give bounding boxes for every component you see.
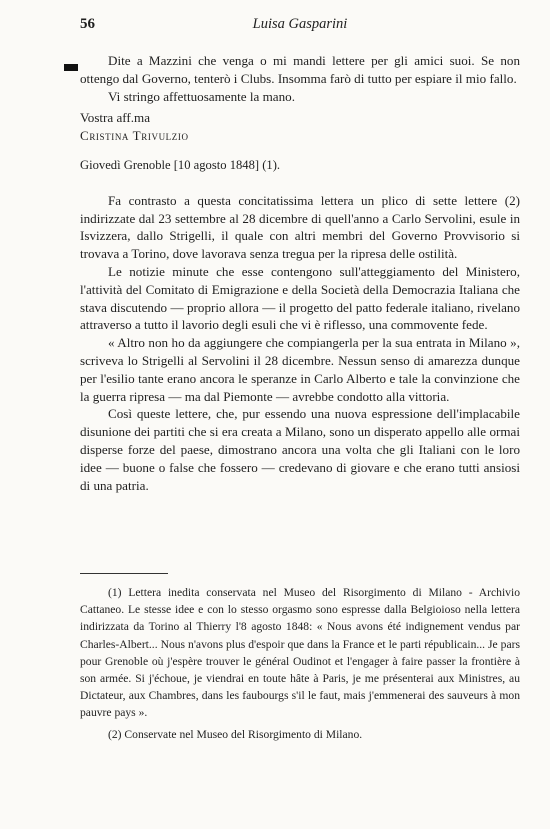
- footnote-rule: [80, 573, 168, 574]
- body-paragraph: Fa contrasto a questa concitatissima lettera un plico di sette lettere (2) indirizzate dal 23 settembre al 28 dicembre di quell'anno a Carlo Servolini, esule in Isvizzera, dallo Strigelli, il quale con altri membri del Governo Provvisorio si trovava a Torino, dove lavorava senza tregua per la ripresa delle ostilità.: [80, 192, 520, 262]
- page-number: 56: [80, 16, 95, 32]
- main-text: [80, 52, 520, 494]
- letter-signature: Cristina Trivulzio: [80, 128, 189, 144]
- body-paragraph: Le notizie minute che esse contengono sull'atteggiamento del Ministero, l'attività del Comitato di Emigrazione e della Società della Democrazia Italiana che stava discutendo — proprio allora — il progetto del patto federale italiano, rivelano attraverso a tutto il lavorio degli esuli che vi è riflesso, una commovente fede.: [80, 263, 520, 333]
- footnotes: [80, 584, 520, 743]
- footnote-2: (2) Conservate nel Museo del Risorgimento di Milano.: [108, 727, 363, 741]
- letter-paragraph: Vi stringo affettuosamente la mano.: [108, 88, 295, 104]
- letter-dateline: Giovedì Grenoble [10 agosto 1848] (1).: [80, 157, 281, 172]
- ink-mark: [64, 64, 78, 71]
- running-head: Luisa Gasparini: [252, 16, 348, 32]
- letter-closing: Vostra aff.ma: [80, 110, 151, 126]
- body-paragraph: « Altro non ho da aggiungere che compiangerla per la sua entrata in Milano », scriveva lo Strigelli al Servolini il 28 dicembre. Nessun senso di amarezza dunque per l'esilio tante erano ancora le speranze in Carlo Alberto e tale la convinzione che la guerra ripresa — ma dal Piemonte — avrebbe condotto alla vittoria.: [80, 335, 520, 404]
- page-header: [80, 16, 520, 34]
- letter-paragraph: Dite a Mazzini che venga o mi mandi lettere per gli amici suoi. Se non ottengo dal Governo, tenterò i Clubs. Insomma farò di tutto per espiare il mio fallo.: [80, 53, 520, 86]
- body-paragraph: Così queste lettere, che, pur essendo una nuova espressione dell'implacabile disunione dei partiti che si era creata a Milano, sono un disperato appello alle ormai disperse forze del paese, dimostrano ancora una volta che gli Italiani con le loro idee — buone o false che fossero — credevano di giovare e che erano tutti ansiosi di una patria.: [80, 406, 520, 493]
- footnote-1: (1) Lettera inedita conservata nel Museo del Risorgimento di Milano - Archivio Cattaneo. Le stesse idee e con lo stesso orgasmo sono espresse dalla Belgioioso nella lettera indirizzata da Torino al Thierry l'8 agosto 1848: « Nous avons été indignement vendus par Charles-Albert... Nous n'avons plus d'espoir que dans la France et le parti républicain... Je pars pour Grenoble où j'espère trouver le général Oudinot et l'engager à faire passer la frontière à son armée. Si j'échoue, je viendrai en toute hâte à Paris, je me présenterai aux Ministres, au Dictateur, aux Chambres, dans les faubourgs s'il le faut, mais j'emmenerai des sauveurs à mon pauvre pays ».: [80, 586, 520, 720]
